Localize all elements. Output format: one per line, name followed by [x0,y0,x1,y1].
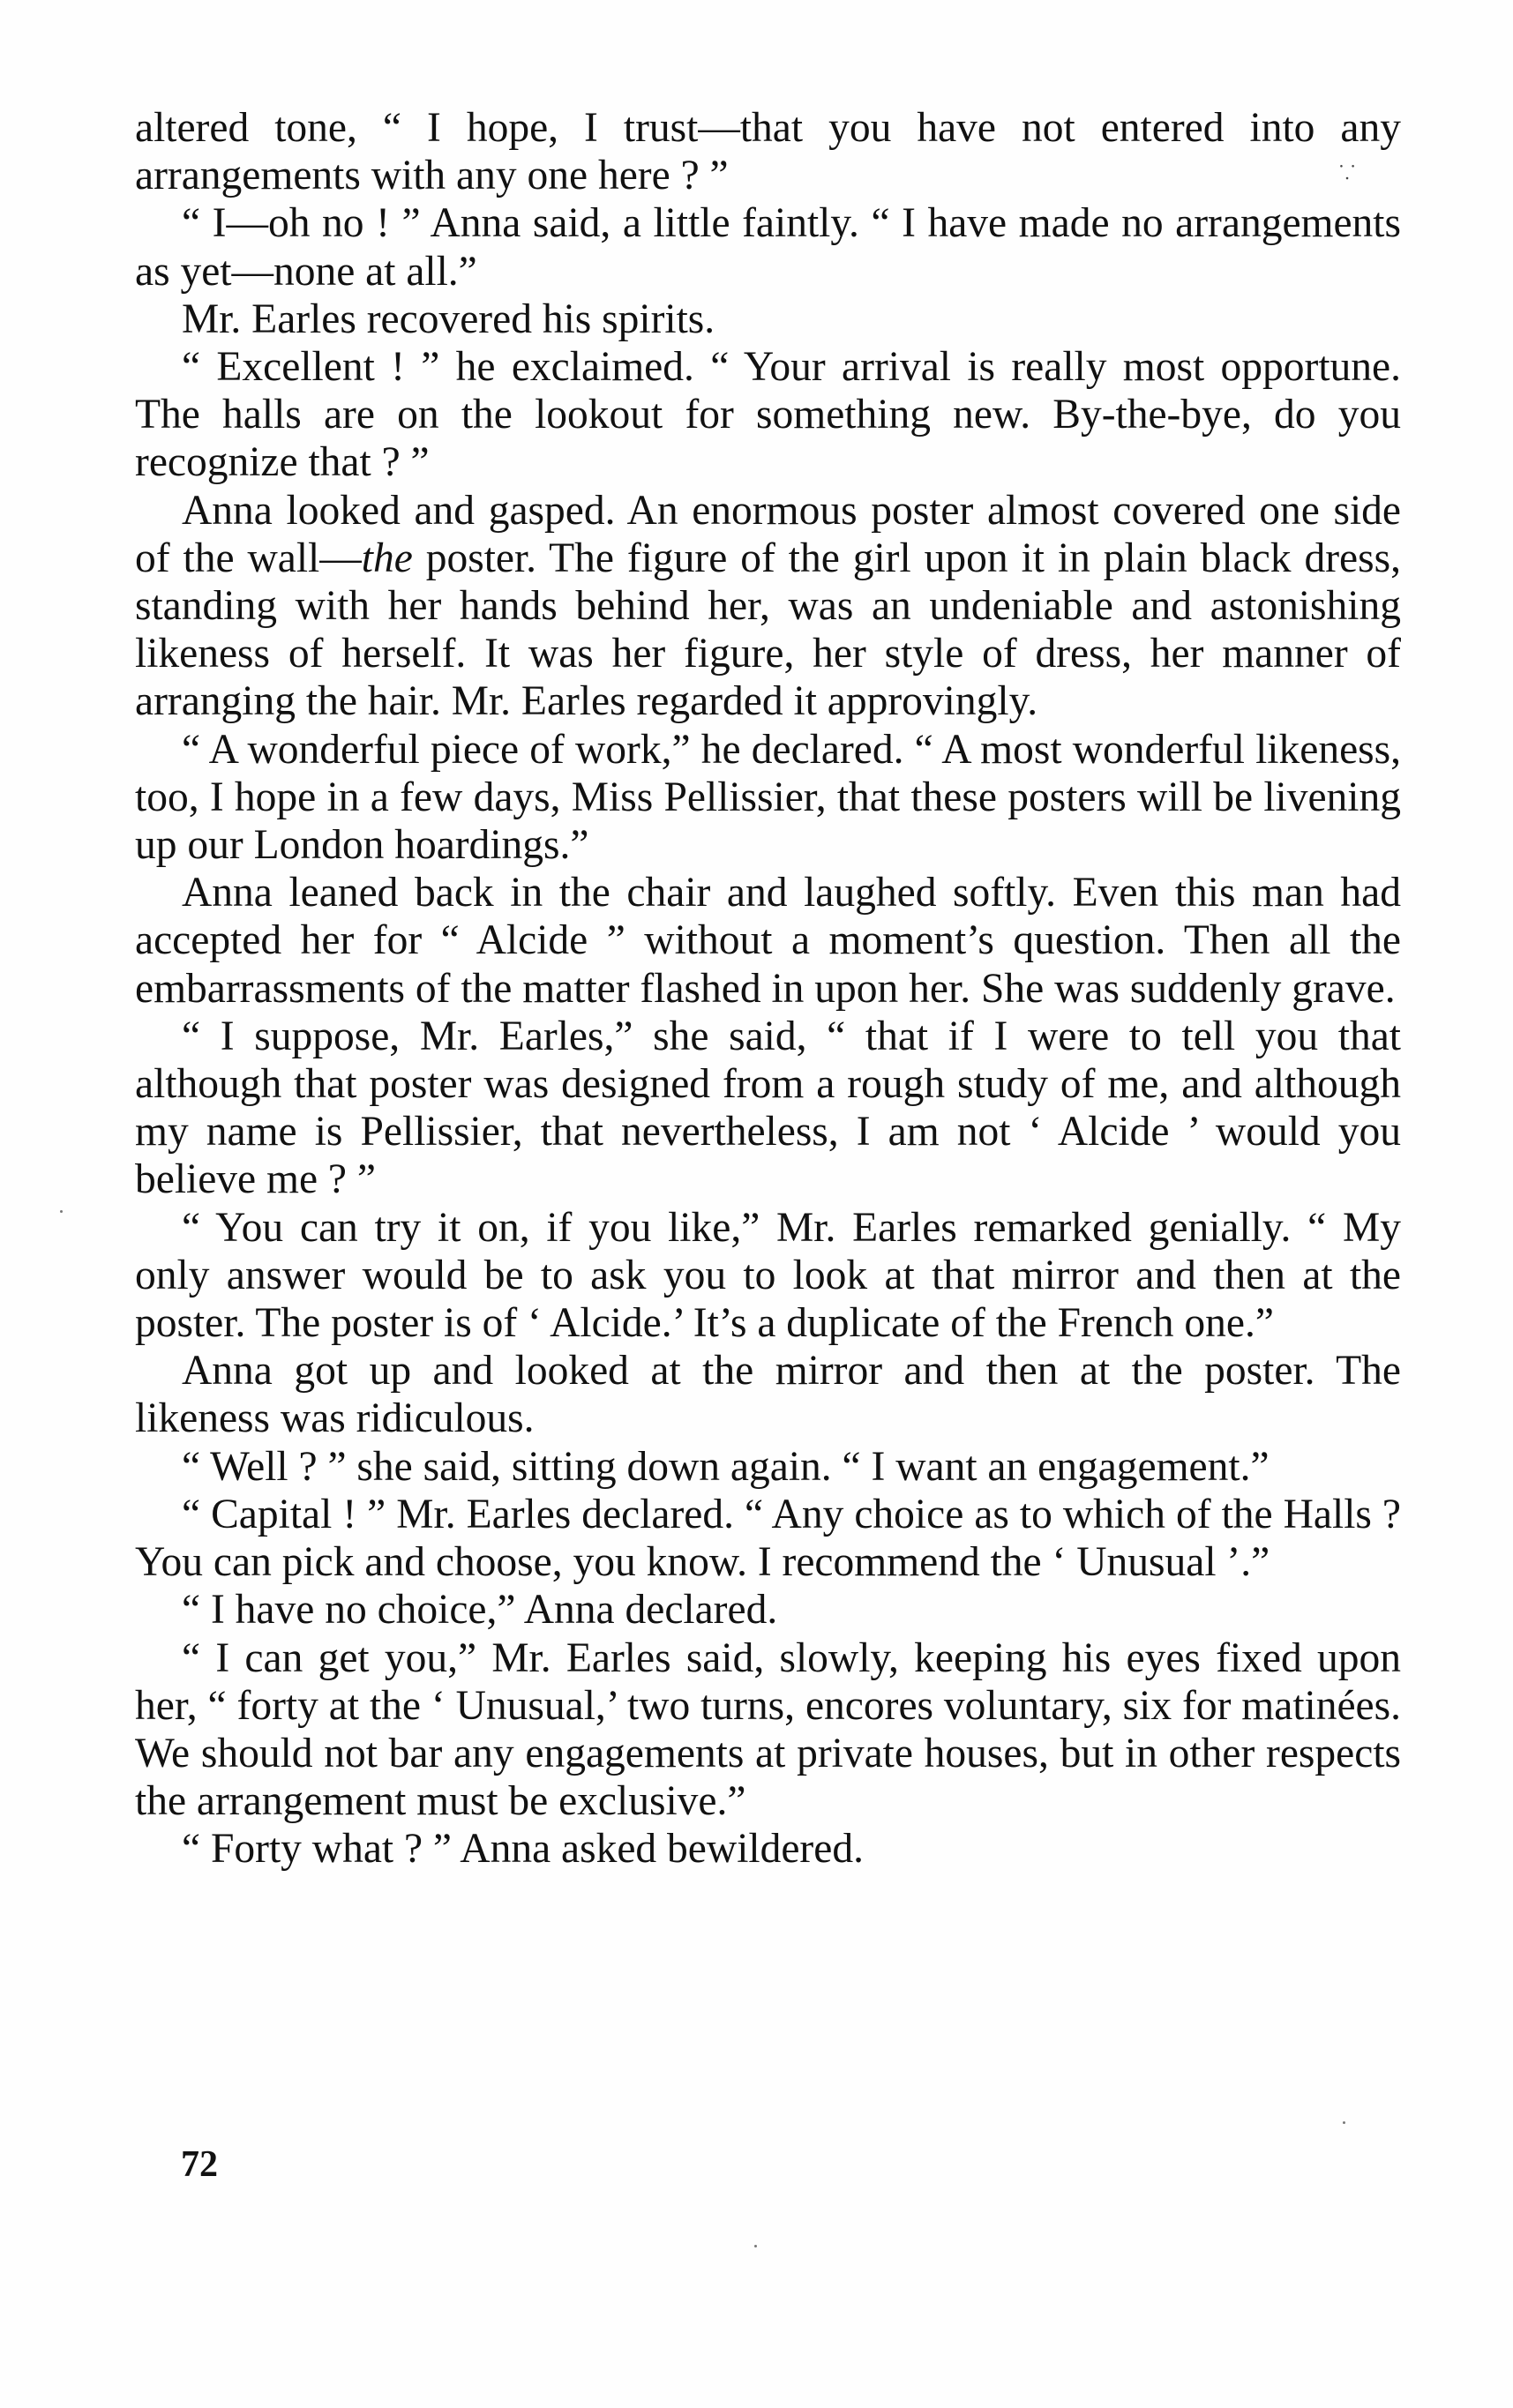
ink-speck-icon [754,2245,757,2247]
paragraph-9: “ You can try it on, if you like,” Mr. Earles remarked genially. “ My only answer would be to ask you to look at that mirror and then at the poster. The poster is of ‘ Alcide.’ It’s a duplicate of the French one.” [135,1204,1401,1347]
paragraph-11: “ Well ? ” she said, sitting down again. “ I want an engagement.” [182,1443,1270,1490]
paragraph-7: Anna leaned back in the chair and laughed softly. Even this man had accepted her for “ Alcide ” without a moment’s question. Then all the embarrassments of the matter flashed in upon her. She was suddenly grave. [135,870,1401,1012]
paragraph-14: “ I can get you,” Mr. Earles said, slowly, keeping his eyes fixed upon her, “ forty at the ‘ Unusual,’ two turns, encores voluntary, six for matinées. We should not bar any engagements at private houses, but in other respects the arrangement must be exclusive.” [135,1634,1401,1825]
paragraph-13: “ I have no choice,” Anna declared. [182,1587,778,1634]
paragraph-15: “ Forty what ? ” Anna asked bewildered. [182,1826,864,1873]
ink-speck-icon [1343,2121,1345,2124]
paragraph-12: “ Capital ! ” Mr. Earles declared. “ Any choice as to which of the Halls ? You can pick and choose, you know. I recommend the ‘ Unusual ’.” [135,1491,1401,1586]
body-text [135,104,1401,1873]
ink-speck-icon [60,1210,63,1213]
page-number: 72 [181,2144,218,2185]
paragraph-6: “ A wonderful piece of work,” he declared. “ A most wonderful likeness, too, I hope in a few days, Miss Pellissier, that these posters will be livening up our London hoardings.” [135,726,1401,869]
paragraph-2: “ I—oh no ! ” Anna said, a little faintly. “ I have made no arrangements as yet—none at all.” [135,200,1401,295]
paragraph-3: Mr. Earles recovered his spirits. [182,295,715,342]
paragraph-1: altered tone, “ I hope, I trust—that you have not entered into any arrangements with any one here ? ” [135,105,1401,199]
paragraph-5: Anna looked and gasped. An enormous poster almost covered one side of the wall—the poster. The figure of the girl upon it in plain black dress, standing with her hands behind her, was an undeniable and astonishing likeness of herself. It was her figure, her style of dress, her manner of arranging the hair. Mr. Earles regarded it approvingly. [135,487,1401,725]
paragraph-10: Anna got up and looked at the mirror and then at the poster. The likeness was ridiculous. [135,1348,1401,1442]
stray-ink-mark-icon: ⸪ [1339,162,1356,184]
paragraph-8: “ I suppose, Mr. Earles,” she said, “ that if I were to tell you that although that poster was designed from a rough study of me, and although my name is Pellissier, that nevertheless, I am not ‘ Alcide ’ would you believe me ? ” [135,1013,1401,1203]
paragraph-4: “ Excellent ! ” he exclaimed. “ Your arrival is really most opportune. The halls are on the lookout for something new. By-the-bye, do you recognize that ? ” [135,344,1401,486]
